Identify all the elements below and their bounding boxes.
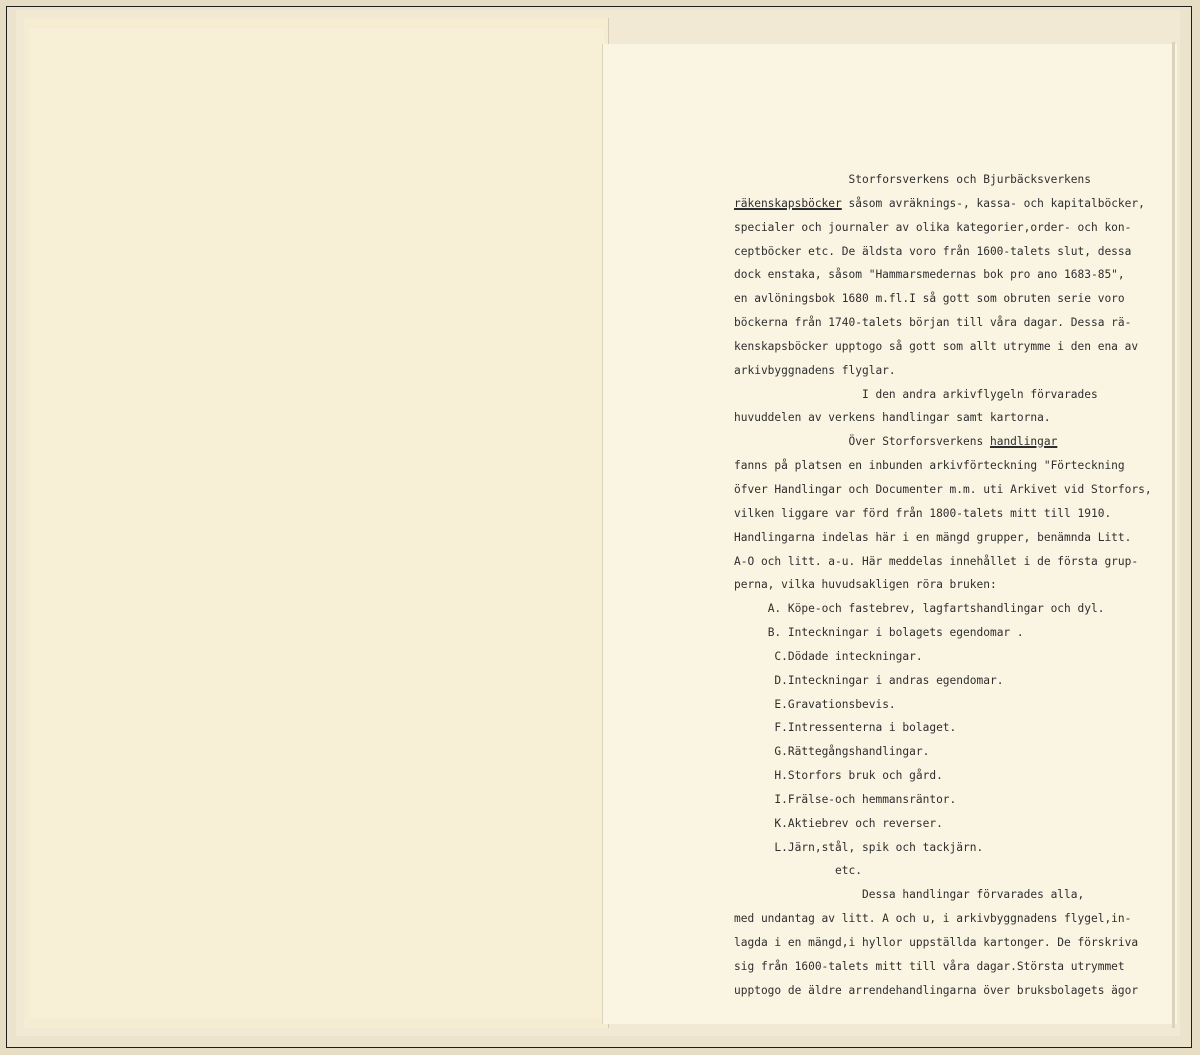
text-line [734, 955, 1174, 979]
text-line [734, 216, 1174, 240]
line-text: såsom avräknings-, kassa- och kapitalböcker, [841, 196, 1145, 210]
line-text: ceptböcker etc. De äldsta voro från 1600-talets slut, dessa [734, 244, 1132, 258]
line-text: F.Intressenterna i bolaget. [767, 721, 957, 735]
text-line [734, 740, 1174, 764]
underlined-word: räkenskapsböcker [734, 196, 842, 210]
line-text: lagda i en mängd,i hyllor uppställda kartonger. De förskriva [734, 936, 1139, 949]
right-page-text [734, 168, 1174, 1003]
text-line [734, 168, 1174, 192]
line-text: Dessa handlingar förvarades alla, [861, 888, 1085, 902]
text-line [734, 669, 1174, 693]
text-line [734, 621, 1174, 645]
text-line [734, 335, 1174, 359]
line-text: sig från 1600-talets mitt till våra dagar.Största utrymmet [734, 959, 1125, 973]
text-line [734, 550, 1174, 574]
line-text: etc. [835, 864, 862, 878]
line-text: böckerna från 1740-talets början till våra dagar. Dessa rä- [734, 316, 1132, 330]
line-text: Storforsverkens och Bjurbäcksverkens [848, 173, 1091, 186]
text-line [734, 478, 1174, 502]
line-text: E.Gravationsbevis. [767, 697, 896, 711]
underlined-word: handlingar [989, 435, 1058, 449]
text-line [734, 645, 1174, 669]
text-line [734, 764, 1174, 788]
text-line [734, 812, 1174, 836]
text-line [734, 979, 1174, 1003]
line-text: B. Inteckningar i bolagets egendomar . [767, 626, 1024, 640]
text-line [734, 192, 1174, 216]
line-text: G.Rättegångshandlingar. [767, 745, 930, 759]
line-text: Handlingarna indelas här i en mängd grupper, benämnda Litt. [734, 530, 1132, 544]
text-line [734, 859, 1174, 883]
line-text: C.Dödade inteckningar. [767, 649, 923, 663]
line-text: D.Inteckningar i andras egendomar. [767, 673, 1004, 687]
line-text: I.Frälse-och hemmansräntor. [767, 792, 957, 806]
text-line [734, 263, 1174, 287]
text-line [734, 359, 1174, 383]
text-line [734, 931, 1174, 955]
line-text: perna, vilka huvudsakligen röra bruken: [734, 578, 997, 592]
line-text: en avlöningsbok 1680 m.fl.I så gott som obruten serie voro [734, 292, 1125, 306]
text-line [734, 406, 1174, 430]
line-text: med undantag av litt. A och u, i arkivbyggnadens flygel,in- [734, 912, 1132, 926]
text-line [734, 883, 1174, 907]
line-text: A. Köpe-och fastebrev, lagfartshandlingar och dyl. [767, 602, 1105, 616]
line-text: vilken liggare var förd från 1800-talets mitt till 1910. [734, 506, 1112, 520]
line-text: fanns på platsen en inbunden arkivförteckning "Förteckning [734, 459, 1125, 473]
text-line [734, 454, 1174, 478]
line-text: I den andra arkivflygeln förvarades [861, 387, 1098, 401]
text-line [734, 287, 1174, 311]
left-page-bleedthrough [30, 28, 604, 1018]
text-line [734, 502, 1174, 526]
line-text: öfver Handlingar och Documenter m.m. uti Arkivet vid Storfors, [734, 482, 1152, 496]
line-text: arkivbyggnadens flyglar. [734, 363, 896, 377]
text-line [734, 836, 1174, 860]
text-line [734, 383, 1174, 407]
line-text: specialer och journaler av olika kategorier,order- och kon- [734, 220, 1132, 234]
text-line [734, 597, 1174, 621]
text-line [734, 526, 1174, 550]
text-line [734, 716, 1174, 740]
line-text: huvuddelen av verkens handlingar samt kartorna. [734, 411, 1051, 425]
text-line [734, 788, 1174, 812]
line-text: kenskapsböcker upptogo så gott som allt utrymme i den ena av [734, 339, 1139, 353]
line-text: upptogo de äldre arrendehandlingarna över bruksbolagets ägor [734, 983, 1139, 997]
text-line [734, 240, 1174, 264]
line-text: H.Storfors bruk och gård. [767, 769, 943, 783]
line-text: K.Aktiebrev och reverser. [767, 816, 943, 830]
text-line [734, 311, 1174, 335]
line-text: Över Storforsverkens [848, 435, 990, 449]
line-text: L.Järn,stål, spik och tackjärn. [767, 840, 984, 854]
line-text: dock enstaka, såsom "Hammarsmedernas bok pro ano 1683-85", [734, 268, 1125, 282]
text-line [734, 573, 1174, 597]
text-line [734, 907, 1174, 931]
text-line [734, 693, 1174, 717]
text-line [734, 430, 1174, 454]
line-text: A-O och litt. a-u. Här meddelas innehållet i de första grup- [734, 554, 1139, 568]
